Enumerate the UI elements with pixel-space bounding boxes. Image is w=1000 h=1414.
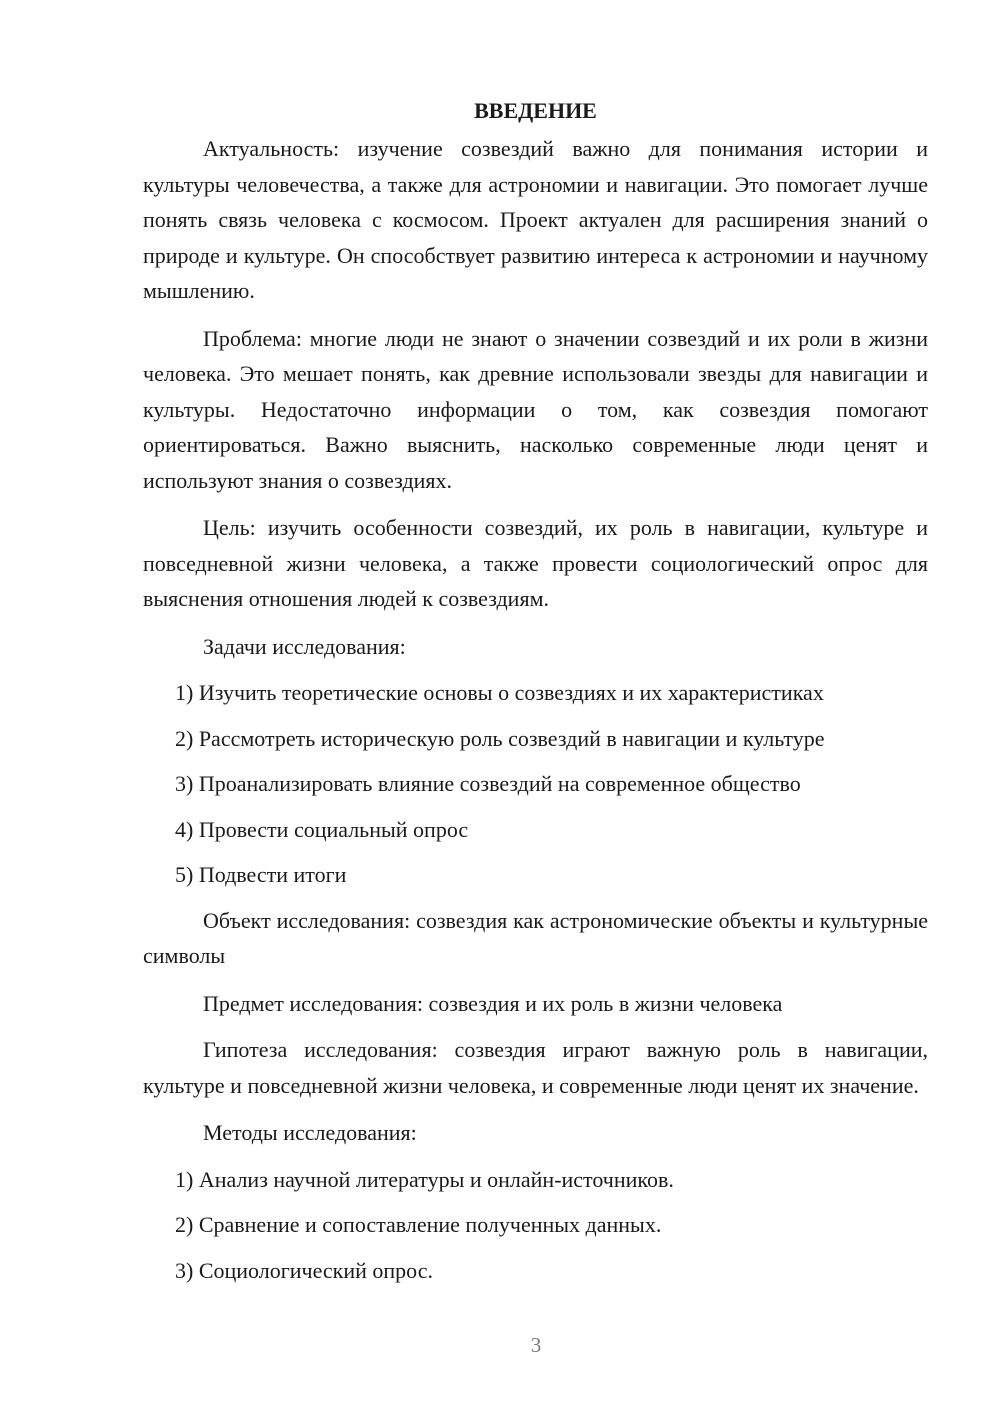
task-item: 1) Изучить теоретические основы о созвездиях и их характеристиках bbox=[175, 680, 824, 705]
page-number: 3 bbox=[530, 1333, 542, 1357]
page-content bbox=[143, 96, 928, 1298]
task-item: 3) Проанализировать влияние созвездий на современное общество bbox=[175, 771, 801, 796]
subject-paragraph: Предмет исследования: созвездия и их роль в жизни человека bbox=[203, 990, 783, 1016]
object-paragraph: Объект исследования: созвездия как астрономические объекты и культурные символы bbox=[143, 907, 928, 968]
tasks-list bbox=[143, 675, 928, 893]
task-item: 2) Рассмотреть историческую роль созвездий в навигации и культуре bbox=[175, 725, 825, 751]
task-item: 5) Подвести итоги bbox=[175, 862, 347, 887]
method-item: 1) Анализ научной литературы и онлайн-источников. bbox=[175, 1166, 674, 1192]
methods-list bbox=[143, 1162, 928, 1289]
method-item: 2) Сравнение и сопоставление полученных данных. bbox=[175, 1212, 662, 1237]
hypothesis-paragraph: Гипотеза исследования: созвездия играют важную роль в навигации, культуре и повседневной жизни человека, и современные люди ценят их значение. bbox=[143, 1037, 928, 1098]
methods-heading: Методы исследования: bbox=[203, 1120, 417, 1145]
method-item: 3) Социологический опрос. bbox=[175, 1257, 433, 1283]
task-item: 4) Провести социальный опрос bbox=[175, 816, 469, 842]
problem-paragraph: Проблема: многие люди не знают о значении созвездий и их роли в жизни человека. Это мешает понять, как древние использовали звезды для навигации и культуры. Недостаточно информации о том, как созвездия помогают ориентироваться. Важно выяснить, насколько современные люди ценят и используют знания о созвездиях. bbox=[143, 325, 928, 493]
relevance-paragraph: Актуальность: изучение созвездий важно для понимания истории и культуры человечества, а также для астрономии и навигации. Это помогает лучше понять связь человека с космосом. Проект актуален для расширения знаний о природе и культуре. Он способствует развитию интереса к астрономии и научному мышлению. bbox=[143, 136, 928, 303]
section-title: ВВЕДЕНИЕ bbox=[474, 98, 597, 123]
tasks-heading: Задачи исследования: bbox=[203, 633, 406, 659]
goal-paragraph: Цель: изучить особенности созвездий, их роль в навигации, культуре и повседневной жизни человека, а также провести социологический опрос для выяснения отношения людей к созвездиям. bbox=[143, 515, 928, 611]
